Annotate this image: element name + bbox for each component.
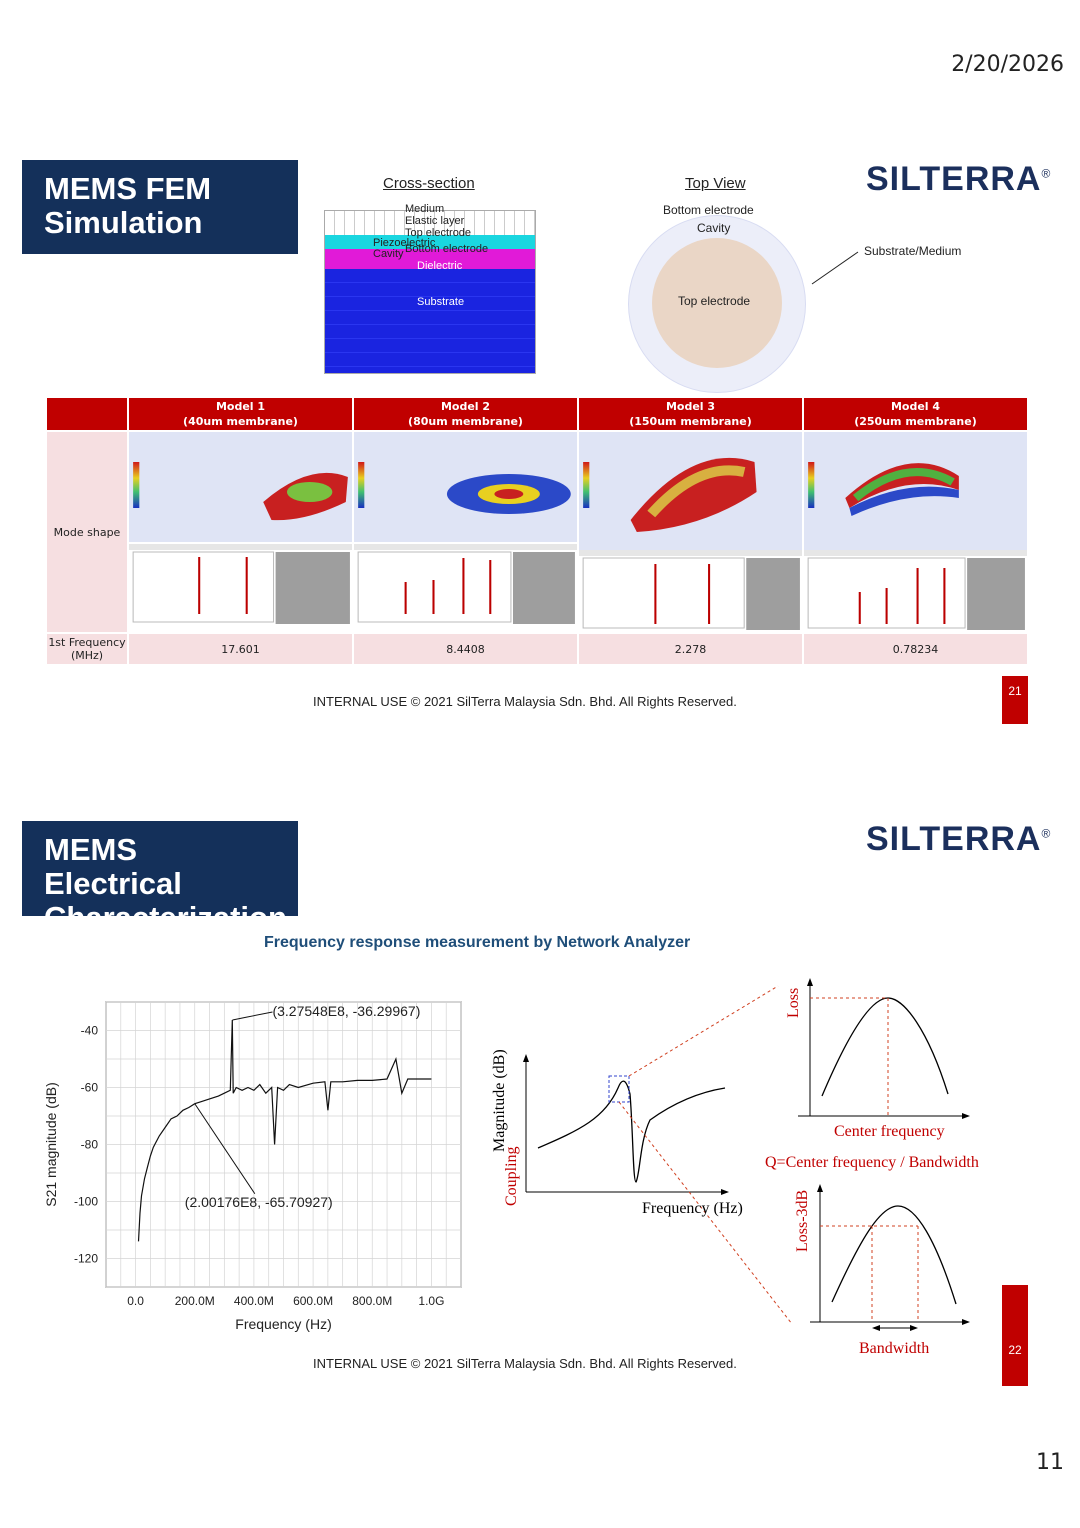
x-tick-label: 800.0M [352, 1294, 393, 1308]
y-tick-label: -100 [73, 1194, 98, 1209]
mode-shape-screenshot [804, 432, 1027, 632]
layer-label-medium: Medium [405, 203, 445, 215]
schematic-response-curve [538, 1081, 725, 1182]
x-tick-label: 400.0M [233, 1294, 274, 1308]
mode-shape-model4 [803, 431, 1028, 633]
arrow-icon [962, 1319, 970, 1325]
x-tick-label: 200.0M [174, 1294, 215, 1308]
slide2-title [22, 821, 298, 935]
table-header-model1: Model 1 (40um membrane) [128, 398, 353, 431]
schematic-xlabel: Frequency (Hz) [642, 1200, 743, 1217]
frequency-model4: 0.78234 [803, 633, 1028, 664]
y-tick-label: -40 [80, 1023, 98, 1038]
top-view-bottom-electrode-label: Bottom electrode [663, 203, 754, 217]
slide1-title-line2: Simulation [44, 205, 203, 240]
substrate-leader-line [806, 248, 866, 288]
top-view-cavity-label: Cavity [697, 221, 731, 235]
frequency-model1: 17.601 [128, 633, 353, 664]
top-view-top-electrode-label: Top electrode [678, 294, 751, 308]
x-tick-label: 1.0G [418, 1294, 445, 1308]
mode-shape-screenshot [129, 432, 352, 632]
silterra-logo: SILTERRA® [866, 820, 1052, 858]
page-number: 11 [1036, 1450, 1064, 1475]
y-tick-label: -60 [80, 1080, 98, 1095]
detail2-peak-curve [832, 1206, 956, 1304]
arrow-icon [910, 1325, 918, 1331]
arrow-icon [807, 978, 813, 986]
q-formula-label: Q=Center frequency / Bandwidth [765, 1154, 979, 1171]
bandwidth-label: Bandwidth [859, 1340, 930, 1357]
annotation-knee: (2.00176E8, -65.70927) [184, 1193, 333, 1210]
table-row-frequency [47, 633, 1028, 664]
table-header-model2: Model 2 (80um membrane) [353, 398, 578, 431]
y-tick-label: -120 [73, 1251, 98, 1266]
layer-label-cavity: Cavity [373, 248, 404, 260]
cross-section-diagram [324, 203, 536, 374]
cross-section-heading: Cross-section [383, 175, 475, 192]
zoom-line-top [629, 986, 778, 1076]
frequency-model3: 2.278 [578, 633, 803, 664]
layer-label-substrate: Substrate [417, 296, 465, 308]
slide2-subtitle: Frequency response measurement by Network Analyzer [264, 934, 691, 951]
slide1-title [22, 160, 298, 254]
x-tick-label: 0.0 [127, 1294, 144, 1308]
slide1-title-line1: MEMS FEM [44, 171, 212, 206]
x-axis-label: Frequency (Hz) [235, 1316, 332, 1332]
slide1-footer: INTERNAL USE © 2021 SilTerra Malaysia Sdn. Bhd. All Rights Reserved. [313, 694, 737, 709]
top-view-heading: Top View [685, 175, 746, 192]
fem-model-table [47, 398, 1029, 664]
schematic-ylabel-magnitude: Magnitude (dB) [491, 1049, 508, 1152]
layer-label-dielectric: Dielectric [417, 260, 463, 272]
mode-shape-screenshot [354, 432, 577, 632]
resonance-schematic [480, 970, 1020, 1370]
arrow-icon [962, 1113, 970, 1119]
frequency-model2: 8.4408 [353, 633, 578, 664]
page-date: 2/20/2026 [951, 52, 1064, 77]
table-corner [47, 398, 128, 431]
layer-label-bottom-electrode: Bottom electrode [405, 243, 489, 255]
table-header-model3: Model 3 (150um membrane) [578, 398, 803, 431]
arrow-icon [817, 1184, 823, 1192]
top-view-substrate-label: Substrate/Medium [864, 244, 962, 258]
arrow-icon [523, 1054, 529, 1062]
silterra-logo: SILTERRA® [866, 160, 1052, 198]
slide2-title-line2: Characterization [44, 900, 287, 935]
row-label-frequency: 1st Frequency (MHz) [47, 633, 128, 664]
table-header-row [47, 398, 1028, 431]
layer-label-elastic: Elastic layer [405, 215, 465, 227]
slide2-footer: INTERNAL USE © 2021 SilTerra Malaysia Sdn. Bhd. All Rights Reserved. [313, 1356, 737, 1371]
slide2-title-line1: MEMS Electrical [44, 832, 182, 901]
table-row-mode-shape [47, 431, 1028, 633]
schematic-ylabel-coupling: Coupling [503, 1146, 520, 1206]
detail1-loss-label: Loss [785, 987, 802, 1018]
layer-label-piezo: Piezoelectric [373, 237, 436, 249]
y-tick-label: -80 [80, 1137, 98, 1152]
mode-shape-model3 [578, 431, 803, 633]
table-header-model4: Model 4 (250um membrane) [803, 398, 1028, 431]
detail1-peak-curve [822, 998, 948, 1096]
center-frequency-label: Center frequency [834, 1123, 945, 1140]
mode-shape-screenshot [579, 432, 802, 632]
s21-chart [40, 992, 470, 1337]
row-label-mode-shape: Mode shape [47, 431, 128, 633]
arrow-icon [721, 1189, 729, 1195]
detail2-loss3db-label: Loss-3dB [794, 1189, 811, 1252]
mode-shape-model2 [353, 431, 578, 633]
mode-shape-model1 [128, 431, 353, 633]
slide2-number-tab: 22 [1002, 1285, 1028, 1386]
y-axis-label: S21 magnitude (dB) [43, 1082, 59, 1207]
layer-label-top-electrode: Top electrode [405, 227, 472, 239]
annotation-peak: (3.27548E8, -36.29967) [272, 1002, 421, 1019]
arrow-icon [872, 1325, 880, 1331]
slide1-number-tab: 21 [1002, 676, 1028, 724]
x-tick-label: 600.0M [293, 1294, 334, 1308]
